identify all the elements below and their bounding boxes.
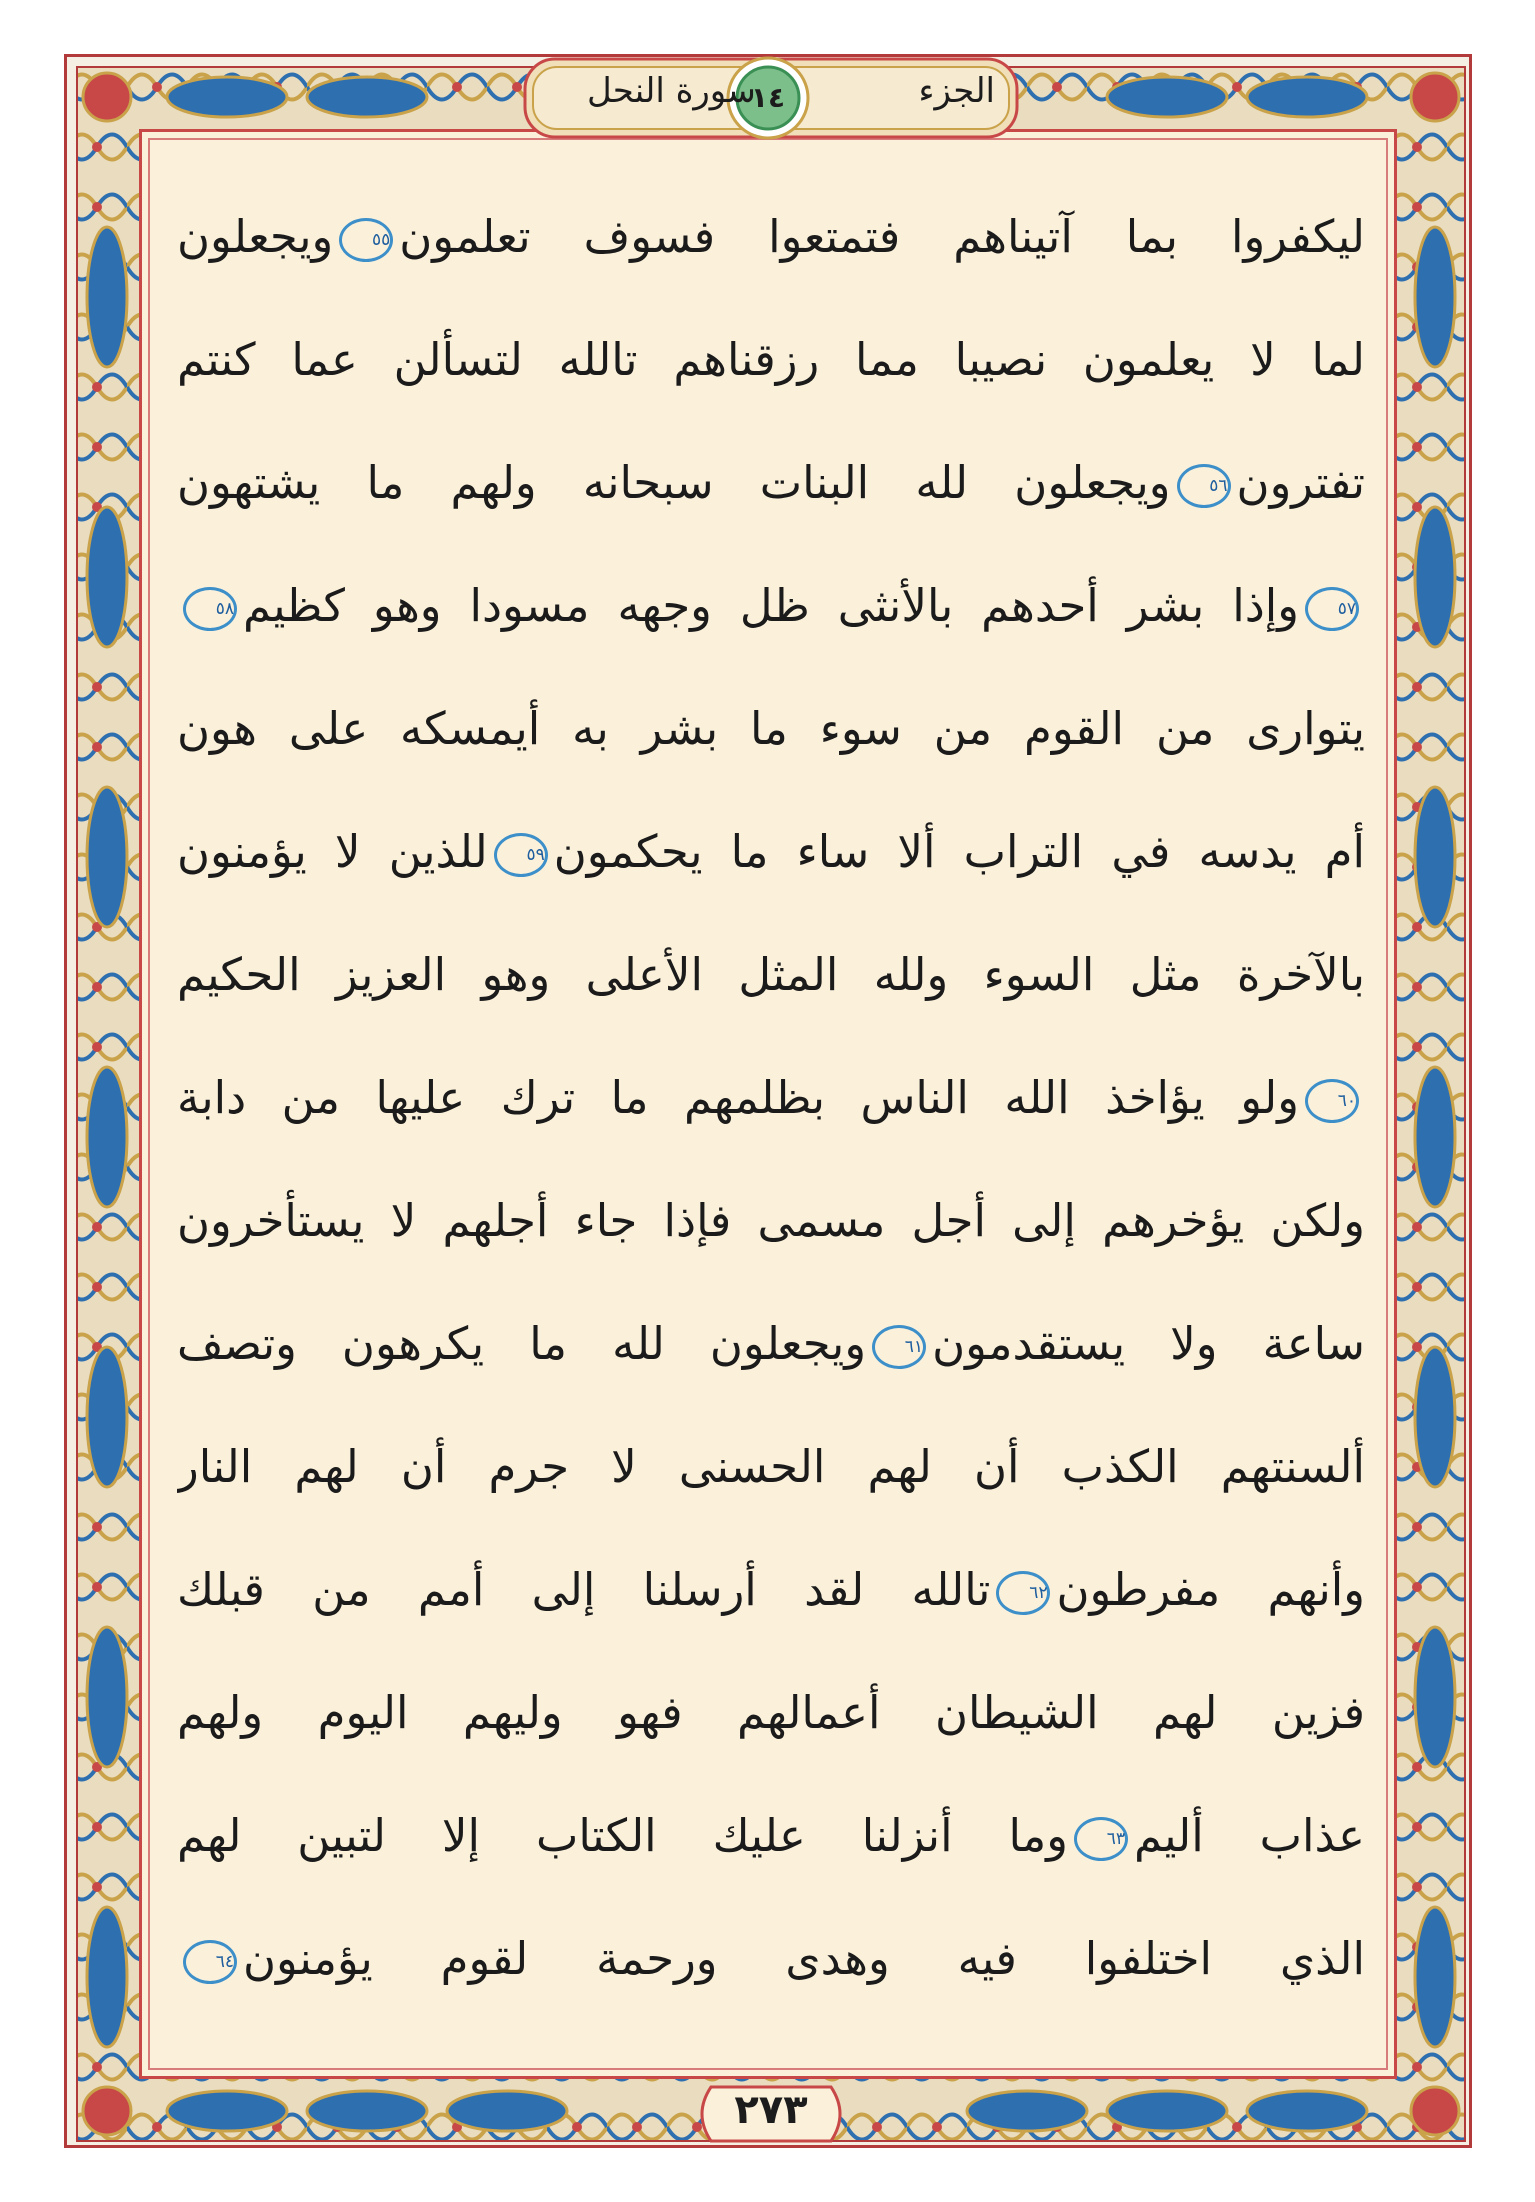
text-line — [177, 544, 1365, 667]
page-number: ٢٧٣ — [734, 2087, 808, 2133]
verse-number-marker: ٦٣ — [1074, 1817, 1128, 1861]
text-line — [177, 1036, 1365, 1159]
text-line — [177, 1405, 1365, 1528]
verse-text: ساعة ولا يستقدمون — [932, 1317, 1365, 1370]
verse-text: عذاب أليم — [1134, 1809, 1365, 1862]
verse-text: وما أنزلنا عليك الكتاب إلا لتبين لهم — [177, 1809, 1069, 1862]
verse-number-marker: ٥٥ — [339, 218, 393, 262]
text-line — [177, 421, 1365, 544]
text-line — [177, 1774, 1365, 1897]
verse-text: ولكن يؤخرهم إلى أجل مسمى فإذا جاء أجلهم لا يستأخرون — [177, 1194, 1365, 1247]
verse-text: ويجعلون — [177, 210, 334, 263]
text-line — [177, 175, 1365, 298]
verse-text: فزين لهم الشيطان أعمالهم فهو وليهم اليوم ولهم — [177, 1686, 1365, 1739]
verse-number-marker: ٥٨ — [183, 587, 237, 631]
verse-text: الذي اختلفوا فيه وهدى ورحمة لقوم يؤمنون — [243, 1932, 1365, 1985]
juz-label: الجزء — [918, 71, 995, 111]
text-line — [177, 1159, 1365, 1282]
page-footer — [691, 2081, 851, 2147]
verse-number-marker: ٦٠ — [1305, 1079, 1359, 1123]
verse-text: بالآخرة مثل السوء ولله المثل الأعلى وهو العزيز الحكيم — [177, 948, 1365, 1001]
verse-text: وأنهم مفرطون — [1056, 1563, 1365, 1616]
surah-name: سورة النحل — [587, 71, 756, 111]
text-line — [177, 667, 1365, 790]
juz-number-badge: ١٤ — [750, 81, 786, 114]
verse-number-marker: ٦١ — [872, 1325, 926, 1369]
verse-text: وإذا بشر أحدهم بالأنثى ظل وجهه مسودا وهو كظيم — [243, 579, 1299, 632]
quran-text — [177, 175, 1365, 2020]
verse-text: لما لا يعلمون نصيبا مما رزقناهم تالله لتسألن عما كنتم — [177, 333, 1365, 386]
verse-number-marker: ٦٤ — [183, 1940, 237, 1984]
verse-number-marker: ٦٢ — [996, 1571, 1050, 1615]
verse-text: ليكفروا بما آتيناهم فتمتعوا فسوف تعلمون — [399, 210, 1365, 263]
verse-number-marker: ٥٦ — [1177, 464, 1231, 508]
page-header — [521, 45, 1021, 147]
text-line — [177, 1897, 1365, 2020]
verse-number-marker: ٥٧ — [1305, 587, 1359, 631]
verse-text: ويجعلون لله ما يكرهون وتصف — [177, 1317, 867, 1370]
text-line — [177, 1651, 1365, 1774]
mushaf-page — [64, 54, 1472, 2148]
verse-text: للذين لا يؤمنون — [177, 825, 488, 878]
verse-number-marker: ٥٩ — [494, 833, 548, 877]
verse-text: يتوارى من القوم من سوء ما بشر به أيمسكه على هون — [177, 702, 1365, 755]
text-line — [177, 298, 1365, 421]
verse-text: تفترون — [1236, 456, 1365, 509]
verse-text: ويجعلون لله البنات سبحانه ولهم ما يشتهون — [177, 456, 1171, 509]
verse-text: ألسنتهم الكذب أن لهم الحسنى لا جرم أن لهم النار — [177, 1440, 1365, 1493]
verse-text: تالله لقد أرسلنا إلى أمم من قبلك — [177, 1563, 991, 1616]
text-line — [177, 913, 1365, 1036]
text-line — [177, 790, 1365, 913]
verse-text: ولو يؤاخذ الله الناس بظلمهم ما ترك عليها من دابة — [177, 1071, 1299, 1124]
text-line — [177, 1528, 1365, 1651]
verse-text: أم يدسه في التراب ألا ساء ما يحكمون — [553, 825, 1365, 878]
text-line — [177, 1282, 1365, 1405]
